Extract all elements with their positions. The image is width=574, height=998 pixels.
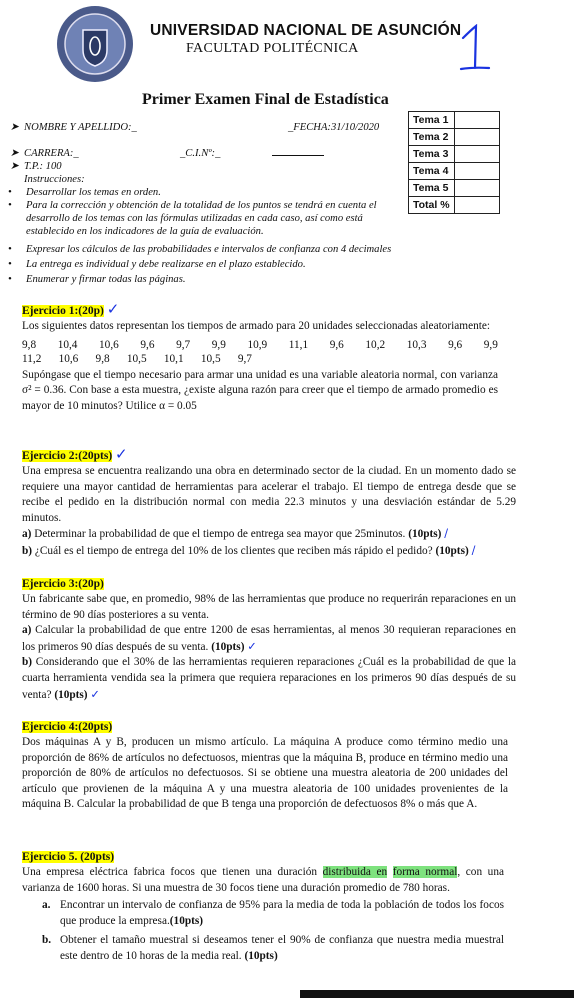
marker-highlight: forma normal [392, 866, 458, 878]
exercise-3-title: Ejercicio 3:(20p) [22, 578, 104, 590]
tp-field: T.P.: 100 [24, 161, 62, 172]
instruction-item: • Para la corrección y obtención de la totalidad de los puntos se tendrá en cuenta el desarrollo de los temas con las fórmulas utilizadas en cada caso, así como está establecido en los indicadores de la guía de evaluación. [8, 200, 377, 237]
exercise-2-text: Una empresa se encuentra realizando una obra en determinado sector de la ciudad. En un momento dado se requiere una mayor cantidad de herramientas para acelerar el trabajo. El tiempo de entrega desde que se recibe el pedido en la distribución normal con media 22.3 minutos y una desviación estándar de 5.29 minutos. [22, 465, 516, 524]
check-mark-icon: ✓ [115, 445, 128, 463]
exercise-3-text: Un fabricante sabe que, en promedio, 98% de las herramientas que produce no requerirán reparaciones en un término de 90 días posteriores a su venta. [22, 593, 516, 621]
page-shadow [300, 990, 574, 998]
exercise-5-text: Una empresa eléctrica fabrica focos que tienen una duración distribuida en forma normal, con una varianza de 1600 horas. Si una muestra de 30 focos tiene una duración promedio de 780 horas. [22, 866, 504, 894]
date-field: _FECHA:31/10/2020 [288, 122, 380, 133]
score-label-5: Tema 5 [409, 180, 455, 197]
exercise-5 [22, 849, 504, 965]
exam-title: Primer Examen Final de Estadística [142, 91, 389, 108]
instructions-list [8, 186, 398, 238]
instruction-item: • Enumerar y firmar todas las páginas. [8, 274, 186, 285]
exercise-2-b: b) ¿Cuál es el tiempo de entrega del 10% de los clientes que reciben más rápido el pedido? (10pts) / [22, 543, 476, 557]
exercise-5-b: b. Obtener el tamaño muestral si deseamos tener el 90% de confianza que nuestra media muestral este dentro de 10 horas de la media real. (10pts) [42, 934, 504, 962]
score-label-1: Tema 1 [409, 112, 455, 129]
check-mark-icon: / [444, 527, 449, 541]
check-mark-icon: ✓ [247, 639, 257, 653]
exercise-3 [22, 576, 516, 703]
instruction-item: • La entrega es individual y debe realizarse en el plazo establecido. [8, 259, 306, 270]
exercise-4 [22, 719, 508, 813]
score-table [408, 111, 500, 214]
instructions-label: Instrucciones: [24, 174, 85, 185]
score-label-total: Total % [409, 197, 455, 214]
check-mark-icon: ✓ [106, 300, 120, 318]
exercise-1 [22, 301, 498, 414]
university-seal [55, 4, 135, 84]
check-mark-icon: / [471, 543, 476, 557]
exercise-3-a: a) Calcular la probabilidad de que entre 1200 de esas herramientas, al menos 30 requieran reparaciones en los primeros 90 días después de su venta. (10pts) ✓ [22, 624, 516, 653]
handwritten-page-number [455, 24, 495, 76]
university-name: UNIVERSIDAD NACIONAL DE ASUNCIÓN [150, 22, 462, 39]
exercise-4-text: Dos máquinas A y B, producen un mismo artículo. La máquina A produce como término medio una proporción de 86% de artículos no defectuosos, mientras que la máquina B, produce en término medio una proporción de 80% de artículos no defectuosos. Si se obtiene una muestra aleatoria de 200 unidades del artículo que provienen de la máquina A y una muestra aleatoria de 100 unidades provenientes de la máquina B. Calcular la probabilidad de que B tenga una proporción de defectuosos 8% o más que A. [22, 736, 508, 811]
instruction-item: • Expresar los cálculos de las probabilidades e intervalos de confianza con 4 decimales [8, 244, 392, 255]
score-label-3: Tema 3 [409, 146, 455, 163]
exercise-1-title: Ejercicio 1:(20p) [22, 305, 104, 317]
exercise-5-title: Ejercicio 5. (20pts) [22, 851, 115, 863]
check-mark-icon: ✓ [90, 687, 100, 701]
faculty-name: FACULTAD POLITÉCNICA [186, 41, 359, 56]
exercise-3-b: b) Considerando que el 30% de las herramientas requieren reparaciones ¿Cuál es la probabilidad de que la cuarta herramienta vendida sea la primera que requiera reparaciones en los primeros 90 días después de su venta? (10pts) ✓ [22, 656, 516, 701]
data-row-1: 9,8 10,4 10,6 9,6 9,7 9,9 10,9 11,1 9,6 10,2 10,3 9,6 9,9 [22, 338, 498, 351]
name-field: NOMBRE Y APELLIDO:_ [24, 122, 137, 133]
instructions-list-cont [8, 243, 526, 286]
marker-highlight: distribuida en [322, 866, 388, 878]
exercise-4-title: Ejercicio 4:(20pts) [22, 721, 113, 733]
data-row-2: 11,2 10,6 9,8 10,5 10,1 10,5 9,7 [22, 352, 252, 365]
ci-field: _C.I.Nº:_ [180, 148, 221, 159]
instruction-item: • Desarrollar los temas en orden. [8, 187, 161, 198]
exercise-5-a: a. Encontrar un intervalo de confianza de 95% para la media de toda la población de todos los focos que produce la empresa.(10pts) [42, 899, 504, 927]
career-field: CARRERA:_ [24, 148, 79, 159]
score-label-4: Tema 4 [409, 163, 455, 180]
exercise-2-title: Ejercicio 2:(20pts) [22, 450, 113, 462]
exercise-2 [22, 446, 516, 560]
exercise-1-text: Supóngase que el tiempo necesario para armar una unidad es una variable aleatoria normal, con varianza σ² = 0.36. Con base a esta muestra, ¿existe alguna razón para creer que el tiempo de armado promedio es mayor de 10 minutos? Utilice α = 0.05 [22, 368, 498, 412]
score-label-2: Tema 2 [409, 129, 455, 146]
exercise-2-a: a) Determinar la probabilidad de que el tiempo de entrega sea mayor que 25minutos. (10pts) / [22, 527, 449, 541]
exercise-1-intro: Los siguientes datos representan los tiempos de armado para 20 unidades seleccionadas aleatoriamente: [22, 320, 491, 332]
field-block: ➤ NOMBRE Y APELLIDO:_ _FECHA:31/10/2020 ➤ CARRERA:_ _C.I.Nº:_ ➤ T.P.: 100 Instrucciones: [10, 121, 400, 186]
